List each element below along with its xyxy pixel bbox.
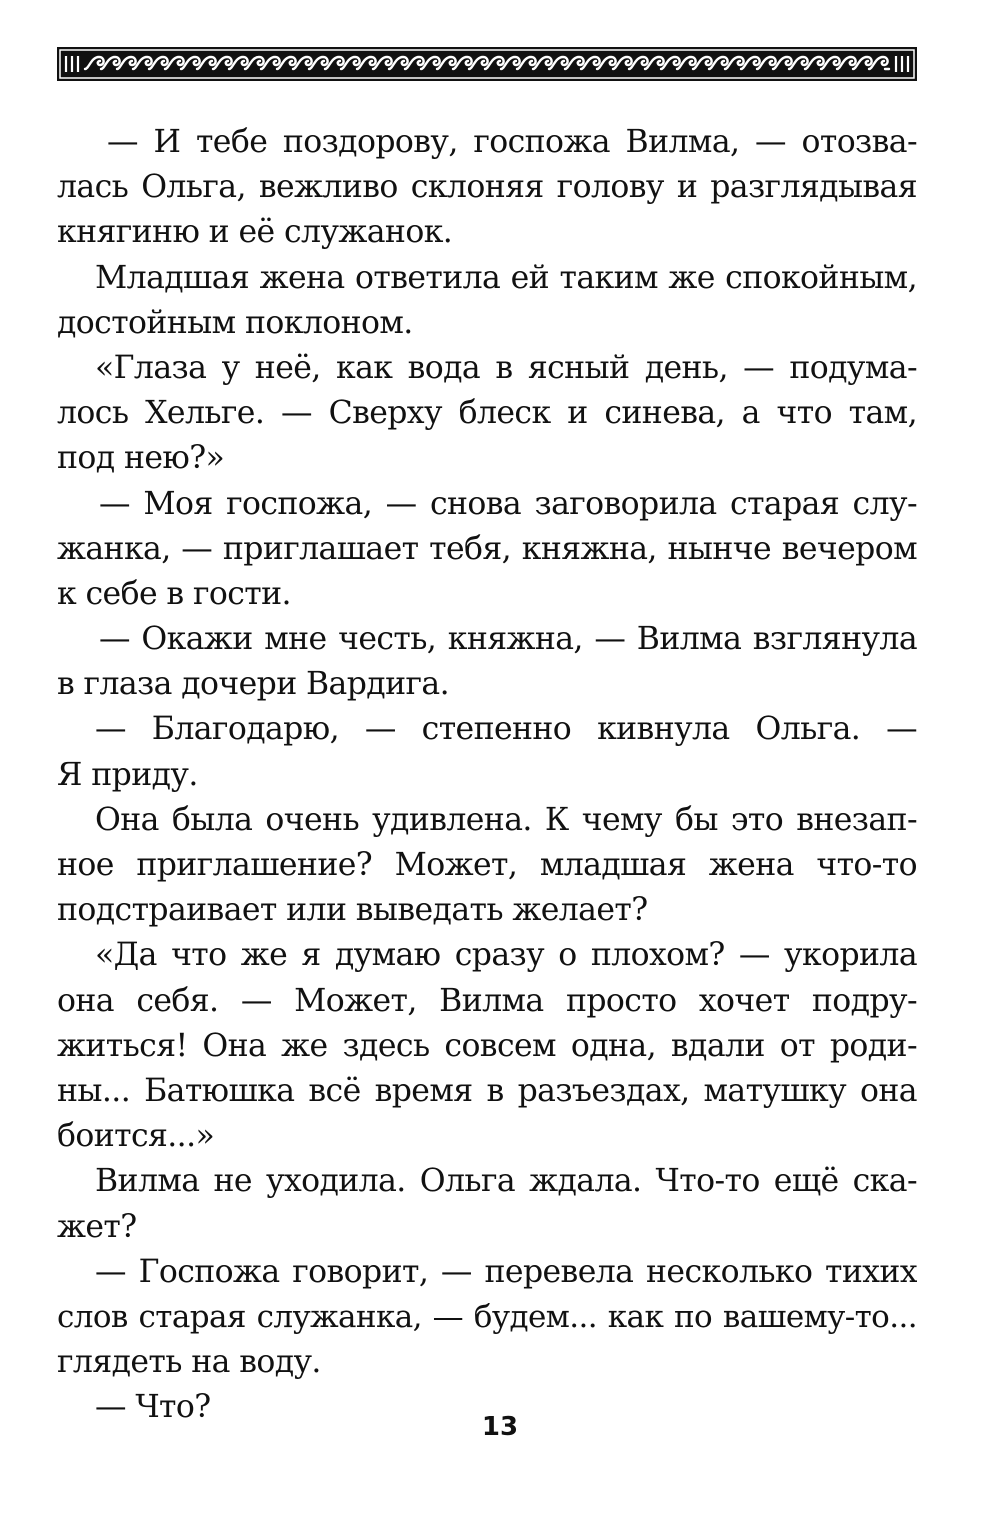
text-line: — Что?: [95, 1389, 211, 1426]
text-line: Младшая жена ответила ей таким же спокойным,: [95, 259, 917, 296]
body-text: [57, 120, 917, 1430]
ornamental-header-band: [57, 47, 917, 81]
text-line: достойным поклоном.: [57, 304, 413, 341]
text-line: — Окажи мне честь, княжна, — Вилма взглянула: [99, 621, 917, 658]
text-line: под нею?»: [57, 440, 225, 477]
text-line: она себя. — Может, Вилма просто хочет подру-: [57, 982, 917, 1019]
text-line: к себе в гости.: [57, 575, 291, 612]
text-line: слов старая служанка, — будем... как по вашему-то...: [57, 1298, 917, 1335]
text-line: глядеть на воду.: [57, 1344, 321, 1381]
text-line: Я приду.: [57, 756, 198, 793]
text-line: — И тебе поздорову, госпожа Вилма, — отозва-: [107, 124, 917, 160]
text-line: Вилма не уходила. Ольга ждала. Что-то ещё ска-: [95, 1163, 917, 1200]
text-line: — Моя госпожа, — снова заговорила старая слу-: [99, 485, 917, 522]
text-line: жет?: [57, 1208, 137, 1245]
text-line: «Глаза у неё, как вода в ясный день, — подума-: [95, 349, 917, 386]
text-line: житься! Она же здесь совсем одна, вдали от роди-: [57, 1027, 917, 1064]
text-line: боится...»: [57, 1118, 215, 1155]
text-line: лось Хельге. — Сверху блеск и синева, а что там,: [57, 395, 917, 432]
text-line: в глаза дочери Вардига.: [57, 666, 449, 703]
text-line: ное приглашение? Может, младшая жена что-то: [57, 847, 917, 883]
text-line: княгиню и её служанок.: [57, 214, 453, 251]
text-line: ны... Батюшка всё время в разъездах, матушку она: [57, 1072, 917, 1109]
greek-wave-ornament-icon: [57, 47, 917, 81]
text-line: лась Ольга, вежливо склоняя голову и разглядывая: [57, 169, 917, 206]
text-line: — Благодарю, — степенно кивнула Ольга. —: [95, 711, 917, 748]
text-line: — Госпожа говорит, — перевела несколько тихих: [95, 1253, 917, 1290]
text-line: «Да что же я думаю сразу о плохом? — укорила: [95, 937, 917, 974]
text-line: жанка, — приглашает тебя, княжна, нынче вечером: [57, 530, 917, 567]
text-line: подстраивает или выведать желает?: [57, 892, 648, 929]
text-line: Она была очень удивлена. К чему бы это внезап-: [95, 801, 917, 838]
page-number: 13: [481, 1412, 519, 1442]
